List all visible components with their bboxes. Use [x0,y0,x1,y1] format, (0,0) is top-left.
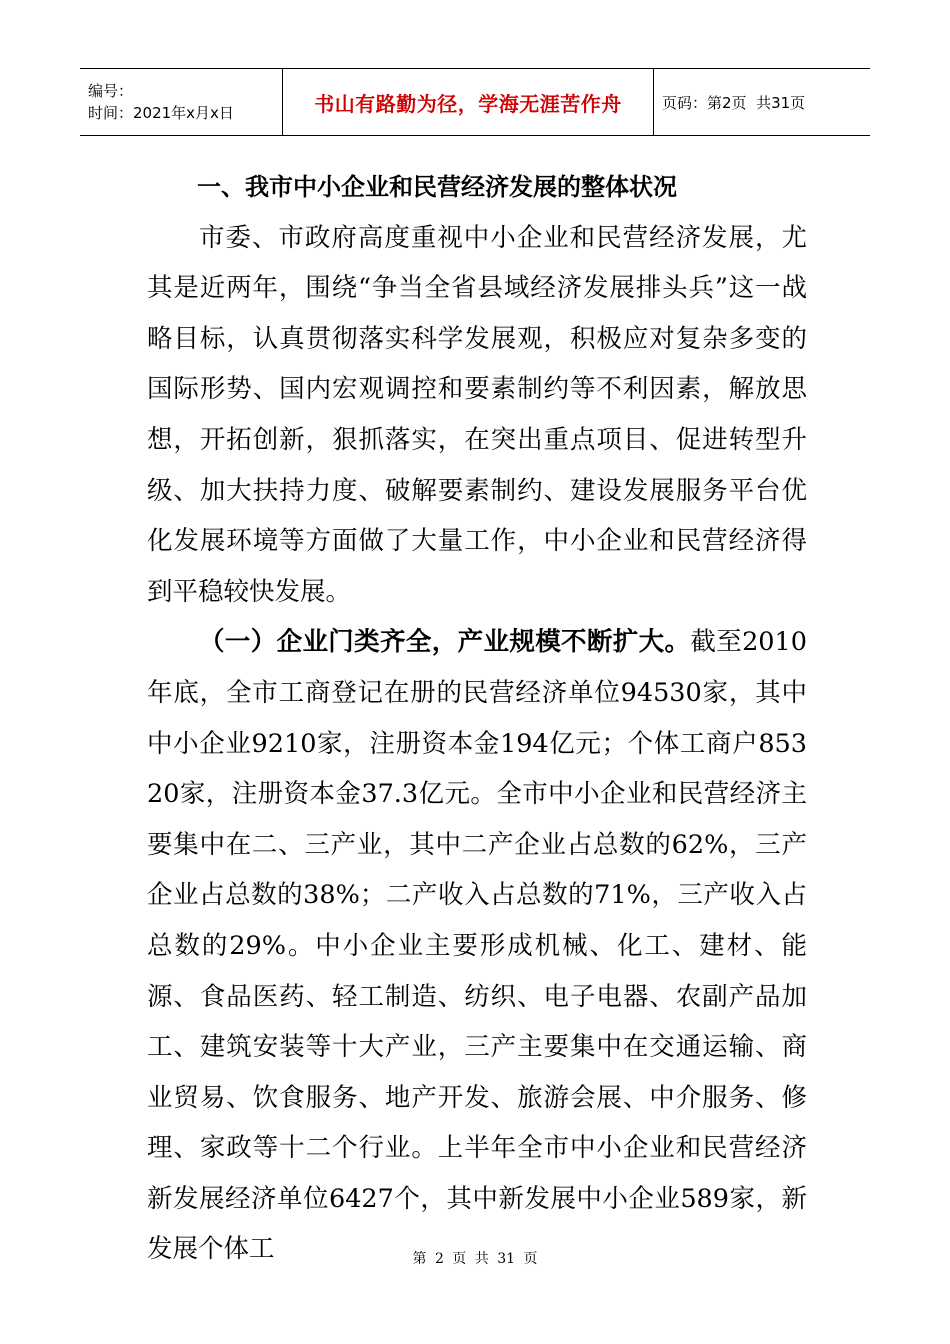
paragraph-enterprise-categories [147,617,807,1275]
document-header [80,68,870,136]
paragraph-body: 截至2010年底，全市工商登记在册的民营经济单位94530家，其中中小企业9210家，注册资本金194亿元；个体工商户85320家，注册资本金37.3亿元。全市中小企业和民营经济主要集中在二、三产业，其中二产企业占总数的62%，三产企业占总数的38%；二产收入占总数的71%，三产收入占总数的29%。中小企业主要形成机械、化工、建材、能源、食品医药、轻工制造、纺织、电子电器、农副产品加工、建筑安装等十大产业，三产主要集中在交通运输、商业贸易、饮食服务、地产开发、旅游会展、中介服务、修理、家政等十二个行业。上半年全市中小企业和民营经济新发展经济单位6427个，其中新发展中小企业589家，新发展个体工 [147,627,807,1265]
document-body [147,162,807,1275]
header-motto: 书山有路勤为径，学海无涯苦作舟 [283,69,654,135]
section-title: 一、我市中小企业和民营经济发展的整体状况 [197,173,677,201]
number-label: 编号： [88,82,134,100]
page-footer: 第 2 页 共 31 页 [412,1251,538,1267]
date-label: 时间：2021年x月x日 [88,104,234,122]
header-page-info: 页码：第2页 共31页 [662,93,806,112]
header-meta [80,69,283,135]
paragraph-overview: 市委、市政府高度重视中小企业和民营经济发展，尤其是近两年，围绕“争当全省县域经济发展排头兵”这一战略目标，认真贯彻落实科学发展观，积极应对复杂多变的国际形势、国内宏观调控和要素制约等不利因素，解放思想，开拓创新，狠抓落实，在突出重点项目、促进转型升级、加大扶持力度、破解要素制约、建设发展服务平台优化发展环境等方面做了大量工作，中小企业和民营经济得到平稳较快发展。 [147,222,807,607]
paragraph-lead: （一）企业门类齐全，产业规模不断扩大。 [199,627,691,658]
